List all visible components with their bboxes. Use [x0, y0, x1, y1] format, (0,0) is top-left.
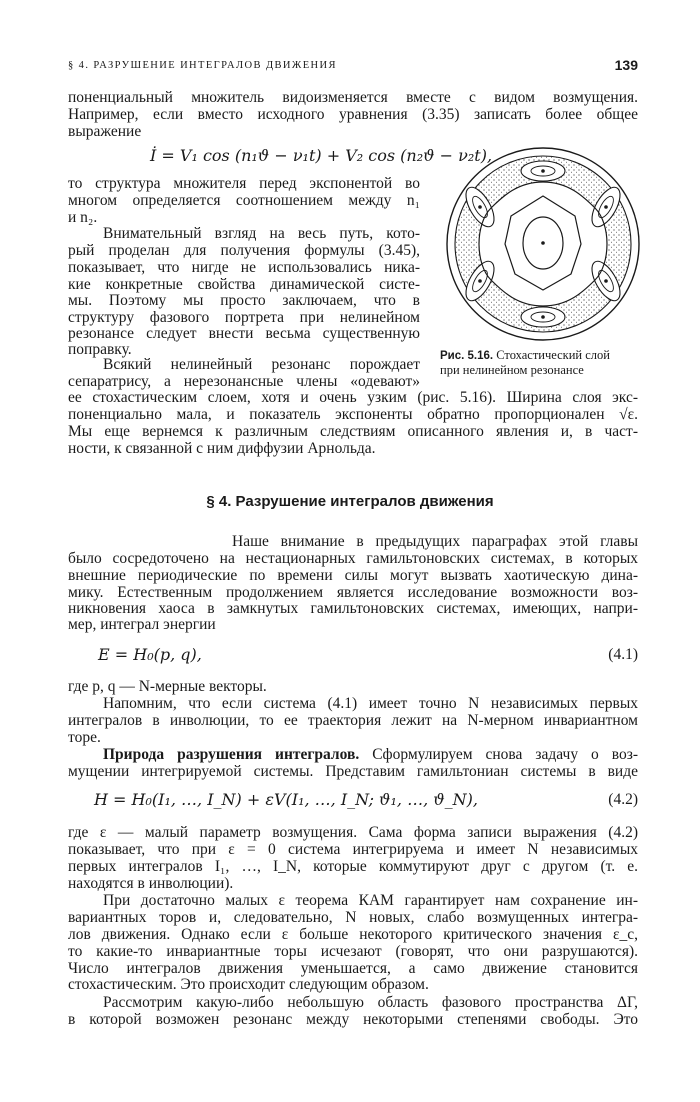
text-line: торе.	[68, 729, 101, 746]
text-line: стохастическим. Это происходит следующим образом.	[68, 976, 429, 993]
equation-4-1: E = H₀(p, q),	[98, 645, 202, 664]
text-line: ности, к связанной с ним диффузии Арнольда.	[68, 440, 376, 457]
text-line: Число интегралов движения уменьшается, а само движение становится	[68, 960, 638, 977]
text-line: показывает, что при ε = 0 система интегрируема и имеет N независимых	[68, 841, 638, 858]
equation-4-2: H = H₀(I₁, …, I_N) + εV(I₁, …, I_N; ϑ₁, …, ϑ_N),	[94, 790, 479, 809]
text-line: то структура множителя перед экспонентой во	[68, 175, 420, 192]
text-line: многом определяется соотношением между n₁	[68, 192, 420, 209]
text-line: интегралов в инволюции, то ее траектория лежит на N-мерном инвариантном	[68, 712, 638, 729]
text-line: резонансе следует внести весьма существенную	[68, 325, 420, 342]
text-line: поправку.	[68, 341, 132, 358]
stochastic-layer-figure	[443, 144, 643, 344]
text-line: где p, q — N-мерные векторы.	[68, 678, 267, 695]
text-line: мер, интеграл энергии	[68, 616, 216, 633]
page-number: 139	[614, 57, 638, 73]
text-line: показывает, что нигде не использовались ника-	[68, 259, 420, 276]
text-line: было сосредоточено на нестационарных гамильтоновских системах, в которых	[68, 550, 638, 567]
text-line: мы. Поэтому мы просто заключаем, что в	[68, 292, 420, 309]
section-title: § 4. Разрушение интегралов движения	[206, 493, 494, 510]
caption-text-2: при нелинейном резонансе	[440, 363, 584, 377]
equation-number-4-1: (4.1)	[608, 646, 638, 663]
text-line: вариантных торов и, следовательно, N новых, слабо возмущенных интегра-	[68, 909, 638, 926]
text-line: Напомним, что если система (4.1) имеет точно N независимых первых	[103, 695, 638, 712]
caption-text-1: Стохастический слой	[496, 348, 610, 362]
text-line: поненциально мала, и показатель экспоненты обратно пропорционален √ε.	[68, 406, 638, 423]
text-line: рый проделан для получения формулы (3.45),	[68, 242, 420, 259]
text-line: Наше внимание в предыдущих параграфах этой главы	[232, 533, 638, 550]
text-line: кие конкретные свойства динамической систе-	[68, 276, 420, 293]
text-line: и n₂.	[68, 209, 98, 226]
text-line: мущении интегрируемой системы. Представим гамильтониан системы в виде	[68, 763, 638, 780]
paragraph-lead	[103, 746, 638, 764]
text-line: никновения хаоса в замкнутых гамильтоновских системах, имеющих, напри-	[68, 600, 638, 617]
text-line: где ε — малый параметр возмущения. Сама форма записи выражения (4.2)	[68, 824, 638, 841]
text-line: ее стохастическим слоем, хотя и очень узким (рис. 5.16). Ширина слоя экс-	[68, 389, 638, 406]
text-line: первых интегралов I₁, …, I_N, которые коммутируют друг с другом (т. е.	[68, 858, 638, 875]
text-line: Внимательный взгляд на весь путь, кото-	[103, 225, 420, 242]
running-head	[68, 57, 638, 78]
text-line: При достаточно малых ε теорема КАМ гарантирует нам сохранение ин-	[103, 892, 638, 909]
text-line: то какие-то инвариантные торы исчезают (говорят, что они разрушаются).	[68, 943, 638, 960]
text-line: Рассмотрим какую-либо небольшую область фазового пространства ΔΓ,	[103, 994, 638, 1011]
text-line: поненциальный множитель видоизменяется вместе с видом возмущения.	[68, 89, 638, 106]
lead-rest: Сформулируем снова задачу о воз-	[372, 746, 638, 763]
running-title: § 4. РАЗРУШЕНИЕ ИНТЕГРАЛОВ ДВИЖЕНИЯ	[68, 60, 337, 71]
text-line: Например, если вместо исходного уравнения (3.35) записать более общее	[68, 106, 638, 123]
text-line: выражение	[68, 123, 142, 140]
lead-bold: Природа разрушения интегралов.	[103, 746, 360, 763]
equation-top: İ = V₁ cos (n₁ϑ − ν₁t) + V₂ cos (n₂ϑ − ν₂t),	[150, 146, 493, 165]
text-line: лов движения. Однако если ε больше некоторого критического значения ε_c,	[68, 926, 638, 943]
text-line: Мы еще вернемся к различным следствиям описанного явления и, в част-	[68, 423, 638, 440]
text-line: структуру фазового портрета при нелинейном	[68, 309, 420, 326]
text-line: мику. Естественным продолжением является исследование возможности воз-	[68, 584, 638, 601]
caption-label: Рис. 5.16.	[440, 350, 494, 362]
text-line: внешние периодические по времени силы могут вызвать хаотическую дина-	[68, 567, 638, 584]
text-line: в которой возможен резонанс между некоторыми степенями свободы. Это	[68, 1011, 638, 1028]
figure-caption	[440, 348, 644, 377]
equation-number-4-2: (4.2)	[608, 791, 638, 808]
text-line: находятся в инволюции).	[68, 875, 234, 892]
text-line: сепаратрису, а нерезонансные члены «одевают»	[68, 373, 420, 390]
text-line: Всякий нелинейный резонанс порождает	[103, 356, 420, 373]
